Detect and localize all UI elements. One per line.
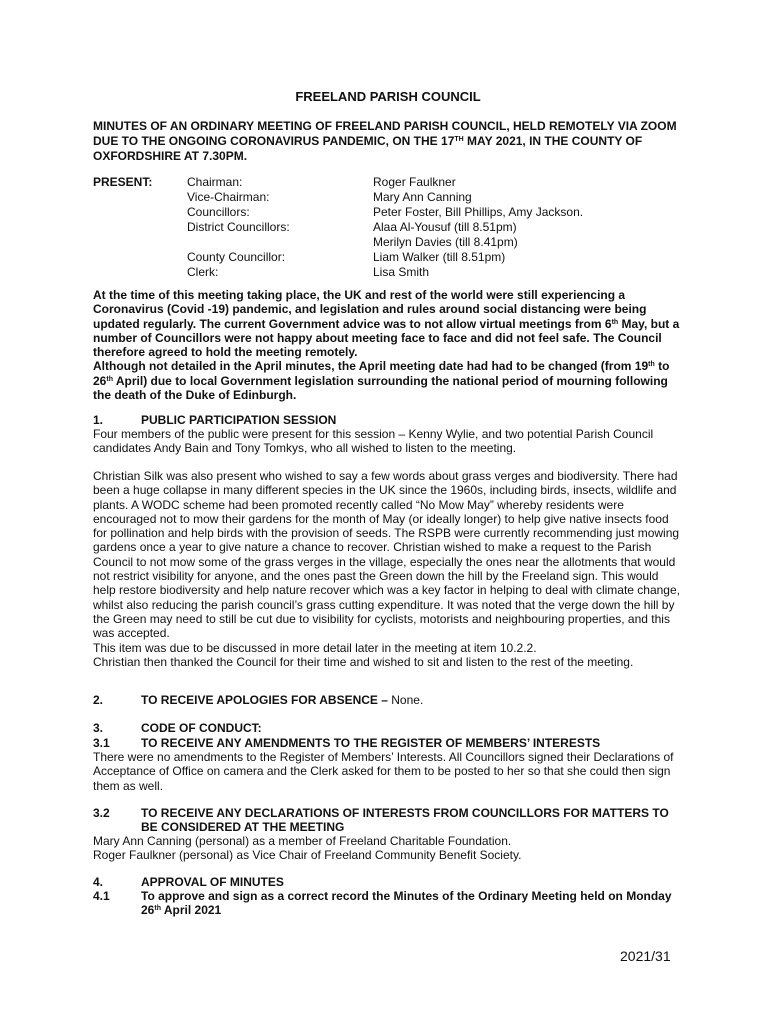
- document-title: FREELAND PARISH COUNCIL: [295, 89, 481, 104]
- notice-p2-b: to 26: [93, 359, 670, 388]
- section-3-number: 3.: [93, 721, 104, 735]
- heading-text-a: MINUTES OF AN ORDINARY MEETING OF FREELAND PARISH COUNCIL, HELD REMOTELY VIA ZOOM DUE TO THE ONGOING CORONAVIRUS PANDEMIC, ON THE 17: [93, 119, 677, 148]
- notice-p2-a: Although not detailed in the April minutes, the April meeting date had had to be changed (from 19: [93, 359, 649, 374]
- section-3-2-para: [93, 834, 683, 863]
- section-3-1-para: There were no amendments to the Register of Members’ Interests. All Councillors signed their Declarations of Acceptance of Office on camera and the Clerk asked for them to be posted to her so that she could then sign them as well.: [93, 750, 674, 793]
- name-clerk: Lisa Smith: [373, 265, 430, 279]
- section-4-1-title-b: April 2021: [160, 903, 222, 918]
- section-3-2-line-1: Mary Ann Canning (personal) as a member of Freeland Charitable Foundation.: [93, 834, 512, 848]
- notice-p1-b: May, but a number of Councillors were not happy about meeting face to face and did not feel safe. The Council therefore agreed to hold the meeting remotely.: [93, 316, 680, 360]
- name-chairman: Roger Faulkner: [373, 175, 456, 189]
- notice-p2-c: April) due to local Government legislation surrounding the national period of mourning following the death of the Duke of Edinburgh.: [93, 373, 668, 403]
- section-2-title: [141, 693, 681, 707]
- role-clerk: Clerk:: [187, 265, 219, 279]
- section-4-1-title-a: To approve and sign as a correct record the Minutes of the Ordinary Meeting held on Monday 26: [141, 889, 672, 918]
- section-1-para-4: Christian then thanked the Council for their time and wished to sit and listen to the rest of the meeting.: [93, 654, 634, 669]
- name-county-councillor: Liam Walker (till 8.51pm): [373, 250, 506, 264]
- section-4-title: APPROVAL OF MINUTES: [141, 875, 284, 889]
- role-chairman: Chairman:: [187, 175, 243, 189]
- page-number: 2021/31: [620, 948, 671, 964]
- section-1-para-3: This item was due to be discussed in more detail later in the meeting at item 10.2.2.: [93, 640, 537, 655]
- section-2-value: None.: [391, 693, 424, 707]
- section-4-1-title: [141, 889, 681, 918]
- section-4-1-number: 4.1: [93, 889, 110, 903]
- section-2-number: 2.: [93, 693, 104, 707]
- section-4-number: 4.: [93, 875, 104, 889]
- section-2-title-text: TO RECEIVE APOLOGIES FOR ABSENCE –: [141, 693, 392, 707]
- section-3-2-line-2: Roger Faulkner (personal) as Vice Chair of Freeland Community Benefit Society.: [93, 848, 522, 863]
- name-vice-chairman: Mary Ann Canning: [373, 190, 472, 204]
- name-councillors: Peter Foster, Bill Phillips, Amy Jackson.: [373, 205, 584, 219]
- present-label: PRESENT:: [93, 175, 153, 189]
- present-roles: [187, 175, 290, 280]
- role-vice-chairman: Vice-Chairman:: [187, 190, 270, 204]
- covid-notice: [93, 288, 683, 402]
- section-1-para-2: [93, 469, 683, 669]
- section-3-title: CODE OF CONDUCT:: [141, 721, 262, 735]
- role-county-councillor: County Councillor:: [187, 250, 286, 264]
- notice-p1: At the time of this meeting taking place, the UK and rest of the world were still experiencing a Coronavirus (Covid -19) pandemic, and legislation and rules around social distancing were being updated regularly. The current Government advice was to not allow virtual meetings from 6: [93, 288, 647, 331]
- meeting-heading: [93, 119, 683, 164]
- section-3-1-title: TO RECEIVE ANY AMENDMENTS TO THE REGISTER OF MEMBERS’ INTERESTS: [141, 736, 601, 750]
- section-3-1-number: 3.1: [93, 736, 110, 750]
- section-1-number: 1.: [93, 413, 104, 427]
- section-1-para-2-text: Christian Silk was also present who wished to say a few words about grass verges and biodiversity. There had been a huge collapse in many different species in the UK since the 1960s, including birds, insects, wildlife and plants. A WODC scheme had been promoted recently called “No Mow May” whereby residents were encouraged not to mow their gardens for the month of May (or ideally longer) to help give native insects food for pollination and help birds with the provision of seeds. The RSPB were currently recommending just mowing gardens once a year to give nature a chance to recover. Christian wished to make a request to the Parish Council to not mow some of the grass verges in the village, especially the ones near the allotments that would not restrict visibility for anyone, and the ones past the Green down the hill by the Freeland sign. This would help restore biodiversity and help nature recover which was a key factor in helping to deal with climate change, whilst also reducing the parish council’s grass cutting expenditure. It was noted that the verge down the hill by the Green may need to still be cut due to visibility for cyclists, motorists and neighbouring properties, and this was accepted.: [93, 469, 680, 641]
- name-district-councillor-1: Alaa Al-Yousuf (till 8.51pm): [373, 220, 517, 234]
- role-spacer: [187, 235, 290, 250]
- name-district-councillor-2: Merilyn Davies (till 8.41pm): [373, 235, 518, 249]
- notice-p2-sup2: th: [106, 375, 113, 383]
- present-names: [373, 175, 583, 280]
- heading-text-b: MAY 2021, IN THE COUNTY OF OXFORDSHIRE AT 7.30PM.: [93, 134, 643, 163]
- section-3-2-title: TO RECEIVE ANY DECLARATIONS OF INTERESTS FROM COUNCILLORS FOR MATTERS TO BE CONSIDERED AT THE MEETING: [141, 806, 669, 835]
- section-1-para-1: Four members of the public were present for this session – Kenny Wylie, and two potential Parish Council candidates Andy Bain and Tony Tomkys, who all wished to listen to the meeting.: [93, 427, 654, 456]
- notice-p1-sup: th: [611, 318, 619, 326]
- heading-sup: TH: [454, 136, 464, 143]
- notice-p2-sup1: th: [648, 361, 655, 369]
- role-district-councillors: District Councillors:: [187, 220, 290, 234]
- section-4-1-sup: th: [154, 905, 161, 913]
- section-3-2-number: 3.2: [93, 806, 110, 820]
- section-1-title: PUBLIC PARTICIPATION SESSION: [141, 413, 337, 427]
- role-councillors: Councillors:: [187, 205, 250, 219]
